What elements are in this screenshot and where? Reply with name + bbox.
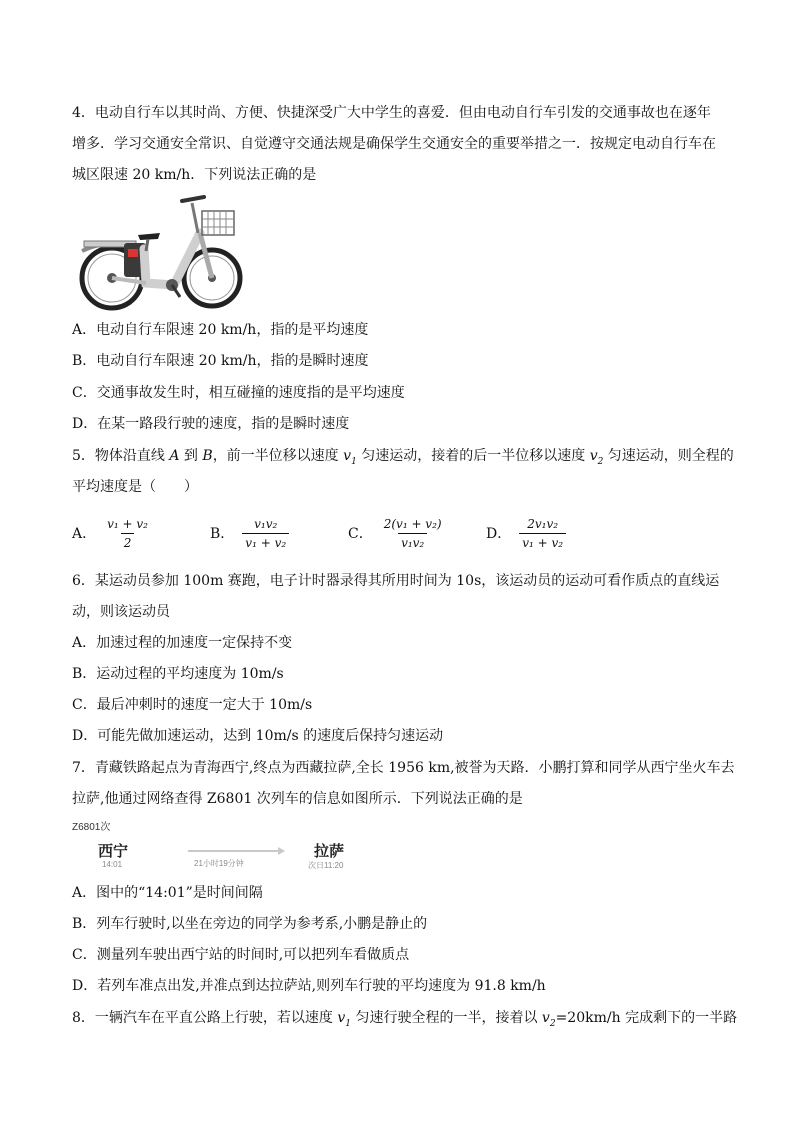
arrival-station: 拉萨 bbox=[314, 843, 345, 860]
q6-stem-line-1: 6．某运动员参加 100m 赛跑，电子计时器录得其所用时间为 10s，该运动员的运动可看作质点的直线运 bbox=[72, 573, 720, 589]
q4-stem-line-1: 4．电动自行车以其时尚、方便、快捷深受广大中学生的喜爱．但由电动自行车引发的交通事故也在逐年 bbox=[72, 105, 711, 121]
travel-duration: 21小时19分钟 bbox=[194, 859, 244, 868]
q5-option-d[interactable]: D． $\frac{\text{2v₁v₂}}{\text{v₁ + v₂}}$ bbox=[486, 510, 566, 556]
electric-bicycle-image bbox=[72, 193, 244, 311]
q5-stem-line-2: 平均速度是（ ） bbox=[72, 479, 198, 495]
q7-option-d[interactable]: D．若列车准点出发,并准点到达拉萨站,则列车行驶的平均速度为 91.8 km/h bbox=[72, 978, 546, 994]
q5-text-d: 匀速运动，则全程的 bbox=[603, 448, 734, 464]
q5-option-a[interactable]: A． $\frac{\text{v₁ + v₂}}{2}$ bbox=[72, 510, 151, 556]
q6-option-a[interactable]: A．加速过程的加速度一定保持不变 bbox=[72, 635, 293, 651]
fraction: $\frac{\text{v₁v₂}}{\text{v₁ + v₂}}$ bbox=[242, 517, 289, 550]
q5-option-c[interactable]: C． $\frac{\text{2(v₁ + v₂)}}{\text{v₁v₂}}$ bbox=[348, 510, 445, 556]
q4-stem-line-2: 增多．学习交通安全常识、自觉遵守交通法规是确保学生交通安全的重要举措之一．按规定电动自行车在 bbox=[72, 136, 716, 152]
q7-stem-line-2: 拉萨,他通过网络查得 Z6801 次列车的信息如图所示．下列说法正确的是 bbox=[72, 791, 523, 807]
q4-option-a[interactable]: A．电动自行车限速 20 km/h，指的是平均速度 bbox=[72, 322, 369, 338]
q4-stem-line-3: 城区限速 20 km/h．下列说法正确的是 bbox=[72, 167, 317, 183]
arrival-time: 次日11:20 bbox=[308, 861, 344, 870]
q5-text-b: ，前一半位移以速度 bbox=[212, 448, 344, 464]
point-b: B bbox=[202, 448, 213, 464]
q5-option-b[interactable]: B． $\frac{\text{v₁v₂}}{\text{v₁ + v₂}}$ bbox=[210, 510, 289, 556]
q7-option-c[interactable]: C．测量列车驶出西宁站的时间时,可以把列车看做质点 bbox=[72, 947, 410, 963]
q8-text-c: =20km/h 完成剩下的一半路 bbox=[555, 1010, 738, 1026]
q8-text-a: 8．一辆汽车在平直公路上行驶，若以速度 bbox=[72, 1010, 338, 1026]
fraction: $\frac{\text{2v₁v₂}}{\text{v₁ + v₂}}$ bbox=[519, 517, 566, 550]
q6-option-d[interactable]: D．可能先做加速运动，达到 10m/s 的速度后保持匀速运动 bbox=[72, 728, 444, 744]
velocity-v2: $v_2$ bbox=[589, 448, 604, 467]
departure-time: 14:01 bbox=[102, 860, 123, 869]
q5-text-to: 到 bbox=[179, 448, 203, 464]
q7-option-a[interactable]: A．图中的“14:01”是时间间隔 bbox=[72, 885, 263, 901]
q4-option-d[interactable]: D．在某一路段行驶的速度，指的是瞬时速度 bbox=[72, 416, 350, 432]
q4-option-b[interactable]: B．电动自行车限速 20 km/h，指的是瞬时速度 bbox=[72, 353, 369, 369]
q5-stem-line-1 bbox=[72, 446, 734, 472]
q7-option-b[interactable]: B．列车行驶时,以坐在旁边的同学为参考系,小鹏是静止的 bbox=[72, 916, 428, 932]
point-a: A bbox=[169, 448, 180, 464]
train-schedule-card bbox=[72, 818, 372, 876]
q5-text-c: 匀速运动，接着的后一半位移以速度 bbox=[356, 448, 590, 464]
q7-stem-line-1: 7．青藏铁路起点为青海西宁,终点为西藏拉萨,全长 1956 km,被誉为天路．小鹏打算和同学从西宁坐火车去 bbox=[72, 760, 735, 776]
velocity-v1: $v_1$ bbox=[337, 1010, 352, 1029]
velocity-v1: $v_1$ bbox=[343, 448, 357, 467]
q6-option-c[interactable]: C．最后冲刺时的速度一定大于 10m/s bbox=[72, 697, 313, 713]
departure-station: 西宁 bbox=[98, 843, 129, 860]
velocity-v2: $v_2$ bbox=[541, 1010, 556, 1029]
q6-option-b[interactable]: B．运动过程的平均速度为 10m/s bbox=[72, 666, 284, 682]
train-code: Z6801次 bbox=[72, 822, 111, 833]
q6-stem-line-2: 动，则该运动员 bbox=[72, 604, 170, 620]
q8-text-b: 匀速行驶全程的一半，接着以 bbox=[351, 1010, 542, 1026]
q8-stem-line-1 bbox=[72, 1008, 737, 1034]
q4-option-c[interactable]: C．交通事故发生时，相互碰撞的速度指的是平均速度 bbox=[72, 385, 405, 401]
fraction: $\frac{\text{v₁ + v₂}}{2}$ bbox=[107, 516, 148, 550]
arrow-right-icon bbox=[188, 850, 284, 852]
fraction: $\frac{\text{2(v₁ + v₂)}}{\text{v₁v₂}}$ bbox=[383, 516, 442, 550]
q5-text-a: 5．物体沿直线 bbox=[72, 448, 170, 464]
